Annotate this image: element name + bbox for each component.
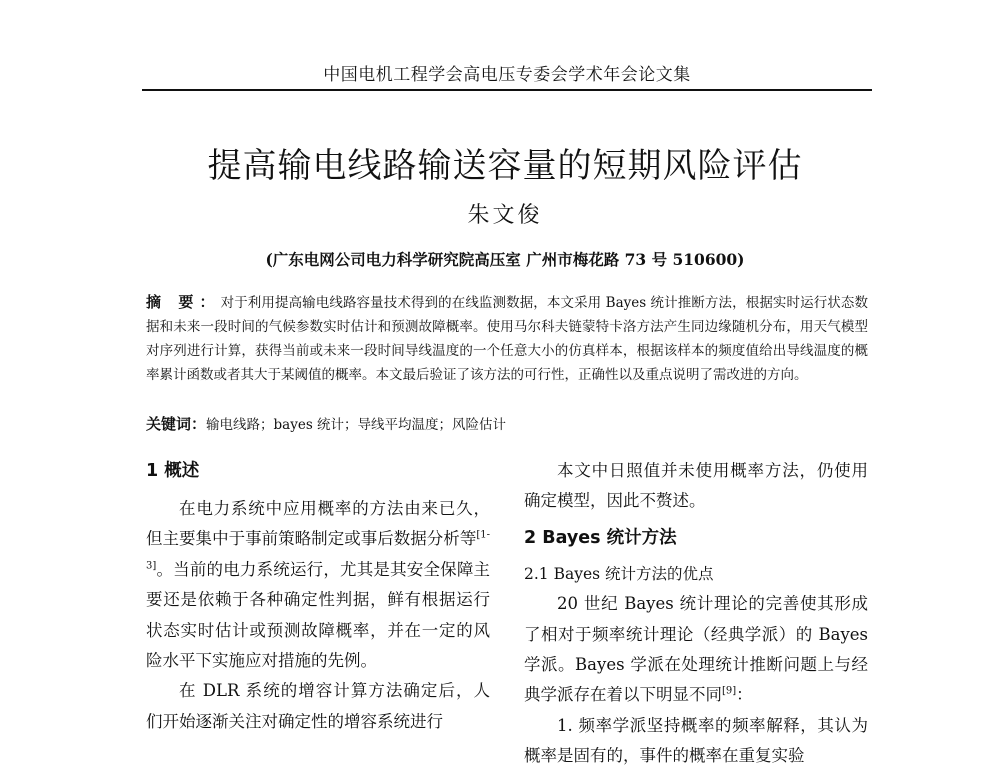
section-heading: 1 概述: [146, 461, 200, 481]
abstract-label: 摘 要：: [146, 293, 221, 311]
section-heading: 2 Bayes 统计方法: [524, 527, 677, 548]
citation: [1-3]: [146, 529, 490, 572]
paragraph: 在 DLR 系统的增容计算方法确定后，人们开始逐渐关注对确定性的增容系统进行: [146, 681, 490, 731]
running-header: 中国电机工程学会高电压专委会学术年会论文集: [323, 65, 691, 85]
abstract: [146, 290, 868, 387]
keywords-text: 输电线路；bayes 统计；导线平均温度；风险估计: [206, 417, 507, 433]
paragraph: 本文中日照值并未使用概率方法，仍使用确定模型，因此不赘述。: [524, 461, 868, 511]
paragraph-text: 在电力系统中应用概率的方法由来已久，但主要集中于事前策略制定或事后数据分析等: [146, 499, 490, 549]
left-column: [146, 456, 490, 737]
paragraph: 1. 频率学派坚持概率的频率解释，其认为概率是固有的，事件的概率在重复实验: [524, 715, 868, 766]
paragraph-text: 。当前的电力系统运行，尤其是其安全保障主要还是依赖于各种确定性判据，鲜有根据运行状态实时估计或预测故障概率，并在一定的风险水平下实施应对措施的先例。: [146, 559, 490, 671]
header-rule: [142, 89, 872, 91]
paragraph-text: 20 世纪 Bayes 统计理论的完善使其形成了相对于频率统计理论（经典学派）的 Bayes 学派。Bayes 学派在处理统计推断问题上与经典学派存在着以下明显不同: [524, 594, 868, 705]
paper-title: 提高输电线路输送容量的短期风险评估: [207, 146, 803, 186]
subsection-heading: 2.1 Bayes 统计方法的优点: [524, 564, 714, 583]
paragraph: [146, 494, 490, 676]
right-column: [524, 456, 868, 772]
author: 朱文俊: [467, 203, 543, 228]
keywords: [146, 414, 868, 435]
affiliation: (广东电网公司电力科学研究院高压室 广州市梅花路 73 号 510600): [265, 250, 745, 269]
citation: [9]: [722, 685, 737, 697]
keywords-label: 关键词：: [146, 415, 207, 433]
abstract-text: 对于利用提高输电线路容量技术得到的在线监测数据，本文采用 Bayes 统计推断方法，根据实时运行状态数据和未来一段时间的气候参数实时估计和预测故障概率。使用马尔科夫链蒙特卡洛方法产生同边缘随机分布，用天气模型对序列进行计算，获得当前或未来一段时间导线温度的一个任意大小的仿真样本，根据该样本的频度值给出导线温度的概率累计函数或者其大于某阈值的概率。本文最后验证了该方法的可行性，正确性以及重点说明了需改进的方向。: [146, 295, 868, 383]
paragraph: [524, 589, 868, 711]
paragraph-text: ：: [736, 685, 753, 705]
